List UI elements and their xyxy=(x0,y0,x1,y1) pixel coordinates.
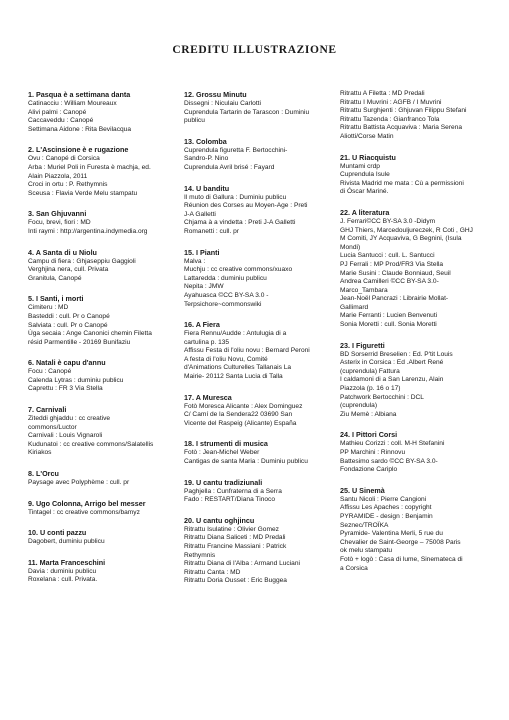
credit-line: Cuprendula Tartarin de Tarascon : Duminiu xyxy=(184,108,310,116)
credit-line: Fondazione Cariplo xyxy=(340,466,398,474)
credit-section xyxy=(28,248,176,284)
section-heading: 12. Grossu Minutu xyxy=(184,90,247,99)
credit-section xyxy=(28,558,176,585)
column-2 xyxy=(184,90,332,597)
credit-line: d'Animations Culturelles Tallanais La xyxy=(184,364,292,372)
credit-line: Calenda Lytras : duminiu publicu xyxy=(28,376,124,384)
section-heading: 9. Ugo Colonna, Arrigo bel messer xyxy=(28,498,146,508)
credit-line: résid Parmentille - 20169 Bunifaziu xyxy=(28,338,131,346)
credit-line: Ritrattu Doria Ousset : Eric Buggea xyxy=(184,577,287,585)
credit-line: Asterix in Corsica : Ed .Albert René xyxy=(340,359,444,367)
credit-line: Ziteddi ghjaddu : cc creative xyxy=(28,415,111,423)
credit-section xyxy=(28,469,176,488)
credit-line: Muntami crdp xyxy=(340,162,380,170)
credit-line: Paysage avec Polyphème : cull. pr xyxy=(28,479,130,487)
credit-line: Marie Susini : Claude Bonniaud, Seuil xyxy=(340,269,451,277)
credit-section xyxy=(184,439,332,466)
credit-line: Kiriakos xyxy=(28,449,52,457)
credit-line: Malva : xyxy=(184,257,206,265)
section-heading: 15. I Pianti xyxy=(184,247,220,257)
credit-line: Lattaredda : duminiu publicu xyxy=(184,274,267,282)
credit-section xyxy=(184,478,332,505)
credit-line: publicu xyxy=(184,117,205,125)
credit-section xyxy=(184,90,332,126)
credit-line: Ritrattu Francine Massiani : Patrick xyxy=(184,543,287,550)
credit-line: Kudunatoi : cc creative commons/Salatellis xyxy=(28,440,154,448)
credit-section xyxy=(28,145,176,198)
credit-line: Granitula, Canopé xyxy=(28,274,82,282)
credit-line: Marie Ferranti : Lucien Benvenuti xyxy=(340,312,438,320)
credit-section xyxy=(340,341,490,420)
credit-line: (cuprendula) xyxy=(340,402,378,410)
credit-line: Ritrattu Tazenda : Gianfranco Tola xyxy=(340,115,440,123)
credit-section xyxy=(184,320,332,382)
credit-section xyxy=(28,90,176,134)
credit-line: Aliotti/Corse Matin xyxy=(340,132,394,140)
credit-line: Ritrattu Diana di l'Alba : Armand Luciani xyxy=(184,560,300,568)
credit-line: Dagobert, duminiu publicu xyxy=(28,538,105,546)
credit-line: commons/Luctor xyxy=(28,423,77,431)
credit-line: Rethymnis xyxy=(184,551,216,559)
credit-line: Marco_Tambara xyxy=(340,286,388,294)
credit-line: Carnivali : Louis Vignaroli xyxy=(28,432,103,440)
credit-line: PJ Ferrali : MP Prod/FR3 Via Stella xyxy=(340,260,444,268)
section-heading: 5. I Santi, i morti xyxy=(28,294,84,304)
credit-line: Andrea Camilleri ©CC BY-SA 3.0- xyxy=(340,278,439,286)
section-heading: 20. U cantu oghjincu xyxy=(184,515,255,525)
credit-line: Affissu Festa di l'oliu novu : Bernard Peroni xyxy=(184,347,310,355)
section-heading: 16. A Fiera xyxy=(184,320,220,330)
credit-line: Caprettu : FR 3 Via Stella xyxy=(28,385,103,393)
credit-line: Mathieu Corizzi : coll. M-H Stefanini xyxy=(340,440,445,448)
section-heading: 18. I strumenti di musica xyxy=(184,439,268,449)
credit-line: Cuprendula Isule xyxy=(340,171,390,179)
credit-line: Mondi) xyxy=(340,243,361,251)
credit-line: Gallimard xyxy=(340,303,369,311)
credit-line: Jean-Noël Pancrazi : Librairie Mollat- xyxy=(340,295,449,303)
credit-line: Romanetti : cull. pr xyxy=(184,227,239,235)
credit-line: Fiera Rennu/Audde : Antulugia di a xyxy=(184,330,287,338)
credit-line: Pyramide- Valentina Merli, 5 rue du xyxy=(340,530,443,538)
section-heading: 2. L'Ascinsione è e rugazione xyxy=(28,145,129,155)
credit-line: Chevalier de Saint-George – 75008 Paris xyxy=(340,538,461,546)
section-heading: 24. I Pittori Corsi xyxy=(340,430,398,440)
section-heading: 17. A Muresca xyxy=(184,392,232,402)
credit-line: Affissu Les Apaches : copyright xyxy=(340,504,432,512)
section-heading: 7. Carnivali xyxy=(28,405,67,415)
credit-section xyxy=(184,516,332,586)
section-heading: 1. Pasqua è a settimana danta xyxy=(28,90,131,99)
credit-line: (cuprendula) Fattura xyxy=(340,367,400,375)
credit-line: Inti raymi : http://argentina.indymedia.org xyxy=(28,227,148,235)
credit-line: Caccaveddu : Canopé xyxy=(28,117,94,125)
credit-section xyxy=(184,137,332,173)
section-heading: 8. L'Orcu xyxy=(28,469,59,479)
credit-line: Ritrattu Canta : MD xyxy=(184,568,241,576)
credit-line: Salviata : cull. Pr o Canopé xyxy=(28,321,108,329)
credit-line: J. Ferrari©CC BY-SA 3.0 -Didym xyxy=(340,217,436,225)
section-heading: 4. A Santa di u Niolu xyxy=(28,247,97,257)
column-1 xyxy=(28,90,176,596)
credit-line: Piazzola (p. 16 o 17) xyxy=(340,385,401,393)
credit-line: M Comiti, JY Acquaviva, G Begnini, (Isula xyxy=(340,235,462,243)
credit-line: Terpsichore~commonswiki xyxy=(184,300,262,308)
credit-line: PYRAMIDE - design : Benjamin xyxy=(340,512,433,520)
credit-section xyxy=(340,153,490,197)
section-heading: 10. U conti pazzu xyxy=(28,528,87,538)
credit-line: Verghjina nera, cull. Privata xyxy=(28,266,109,274)
page-title: CREDITU ILLUSTRAZIONE xyxy=(172,44,337,56)
column-3 xyxy=(340,90,490,584)
credit-line: Santu Nicoli : Pierre Cangioni xyxy=(340,495,427,503)
credit-section xyxy=(340,208,490,330)
credit-line: di Óscar Mariné. xyxy=(340,188,389,196)
credit-line: Croci in ortu : P. Rethymnis xyxy=(28,181,108,189)
credit-line: Focu, brevi, fiori : MD xyxy=(28,219,91,227)
credit-line: Cuprendula Avril brisé : Fayard xyxy=(184,163,275,171)
credit-line: Il muto di Gallura : Duminiu publicu xyxy=(184,193,287,201)
credit-line: Ritrattu Isulatine : Olivier Gomez xyxy=(184,525,279,533)
credit-line: Mairie- 20112 Santa Lucia di Talla xyxy=(184,373,283,381)
credit-line: Fado : RESTART/Diana Tinoco xyxy=(184,496,276,504)
credit-line: Dissegni : Niculaiu Carlotti xyxy=(184,100,261,107)
credit-line: Ovu : Canopé di Corsica xyxy=(28,155,100,163)
section-heading: 6. Natali è capu d'annu xyxy=(28,358,106,368)
credit-section xyxy=(184,248,332,310)
credit-line: Roxelana : cull. Privata. xyxy=(28,576,98,584)
credit-line: Paghjella : Cunfraterna di a Serra xyxy=(184,487,282,495)
credit-line: C/ Camí de la Sendera22 03690 San xyxy=(184,411,293,419)
credit-line: Ùga secaia : Ange Canonici chemin Filetta xyxy=(28,330,152,338)
credit-line: Alain Piazzola, 2011 xyxy=(28,172,88,180)
section-heading: 21. U Riacquistu xyxy=(340,152,396,162)
credit-line: Ritrattu Surghjenti : Ghjuvan Filippu Stefani xyxy=(340,107,467,115)
credit-line: Chjama à a vindetta : Preti J-A Galletti xyxy=(184,219,296,227)
section-heading: 23. I Figuretti xyxy=(340,340,385,350)
credit-section xyxy=(184,184,332,237)
credit-section xyxy=(28,499,176,518)
credit-line: A festa di l'oliu Novu, Comité xyxy=(184,355,268,363)
credit-line: J-A Galletti xyxy=(184,210,216,218)
credit-line: Tintagel : cc creative commons/bamyz xyxy=(28,508,140,516)
credit-line: Focu : Canopé xyxy=(28,368,72,376)
credit-section xyxy=(28,358,176,394)
credit-section xyxy=(340,430,490,474)
credit-line: Lucia Santucci : cull. L. Santucci xyxy=(340,252,435,260)
credit-line: I caldamoni di a San Larenzu, Alain xyxy=(340,376,444,384)
credit-line: Sceusa : Flavia Verde Melu stampatu xyxy=(28,189,138,197)
credit-line: Ziu Memè : Albiana xyxy=(340,410,397,418)
credit-line: Arba : Muriel Poli in Furesta è machja, ed. xyxy=(28,163,151,171)
credit-line: a Corsica xyxy=(340,564,368,572)
credit-line: Nepita : JMW xyxy=(184,283,224,291)
credit-line: Cantigas de santa Maria : Duminiu publicu xyxy=(184,458,308,466)
credit-line: Ritrattu A Filetta : MD Predali xyxy=(340,90,425,97)
credit-section xyxy=(340,486,490,573)
credit-line: Ritrattu I Muvrini : AGFB / I Muvrini xyxy=(340,98,442,106)
section-heading: 19. U cantu tradiziunali xyxy=(184,477,263,487)
credit-line: Seznec/TROÏKA xyxy=(340,521,389,529)
credit-line: PP Marchini : Rinnovu xyxy=(340,449,406,456)
credit-section xyxy=(28,528,176,547)
credit-line: Fotò Moresca Alicante : Alex Dominguez xyxy=(184,402,303,410)
credit-line: Cuprendula figuretta F. Bertocchini- xyxy=(184,146,288,154)
credit-line: Réunion des Corses au Moyen-Age : Preti xyxy=(184,202,308,210)
credit-line: Ritrattu Diana Saliceti : MD Predali xyxy=(184,534,286,542)
section-heading: 3. San Ghjuvanni xyxy=(28,209,87,219)
credit-line: GHJ Thiers, Marcedouljureczek, R Coti , GHJ xyxy=(340,226,473,234)
credit-line: Alivi palmi : Canopé xyxy=(28,108,87,116)
credit-line: Muchju : cc creative commons/xuaxo xyxy=(184,266,293,274)
credit-line: BD Sorserrid Breselien : Ed. P'tit Louis xyxy=(340,350,453,358)
section-heading: 11. Marta Franceschini xyxy=(28,557,106,567)
credit-line: Ritrattu Battista Acquaviva : Maria Serena xyxy=(340,124,463,132)
credit-line: Settimana Aidone : Rita Bevilacqua xyxy=(28,125,131,133)
credit-line: Vicente del Raspeig (Alicante) España xyxy=(184,419,297,427)
credit-line: Battesimo sardo ©CC BY-SA 3.0- xyxy=(340,457,438,465)
credit-line: Davia : duminiu publicu xyxy=(28,567,97,575)
credit-line: Campu di fiera : Ghjaseppiu Gaggioli xyxy=(28,257,136,265)
credit-line: Catinacciu : William Moureaux xyxy=(28,100,117,107)
credit-section xyxy=(184,393,332,429)
credit-line: Basteddi : cull. Pr o Canopé xyxy=(28,312,110,320)
section-heading: 25. U Sinemà xyxy=(340,485,385,495)
credit-section xyxy=(340,90,490,142)
section-heading: 22. A literatura xyxy=(340,207,390,217)
credit-line: Patchwork Bertocchini : DCL xyxy=(340,393,424,401)
credit-line: Rivista Madrid me mata : Cù a permissioni xyxy=(340,179,464,187)
section-heading: 14. U banditu xyxy=(184,183,230,193)
credit-line: Ayahuasca ©CC BY-SA 3.0 - xyxy=(184,291,269,299)
credit-line: Sandro-P. Nino xyxy=(184,155,229,163)
credit-line: Sonia Moretti : cull. Sonia Moretti xyxy=(340,321,437,329)
credit-line: ok melu stampatu xyxy=(340,547,393,555)
credit-section xyxy=(28,294,176,347)
credit-line: Fotò + logò : Casa di lume, Sinemateca di xyxy=(340,555,463,563)
credit-line: Cimiteru : MD xyxy=(28,304,69,312)
credit-section xyxy=(28,209,176,236)
credit-line: cartulina p. 135 xyxy=(184,338,230,346)
credit-line: Fotò : Jean-Michel Weber xyxy=(184,449,260,457)
credit-section xyxy=(28,405,176,458)
section-heading: 13. Colomba xyxy=(184,136,227,146)
